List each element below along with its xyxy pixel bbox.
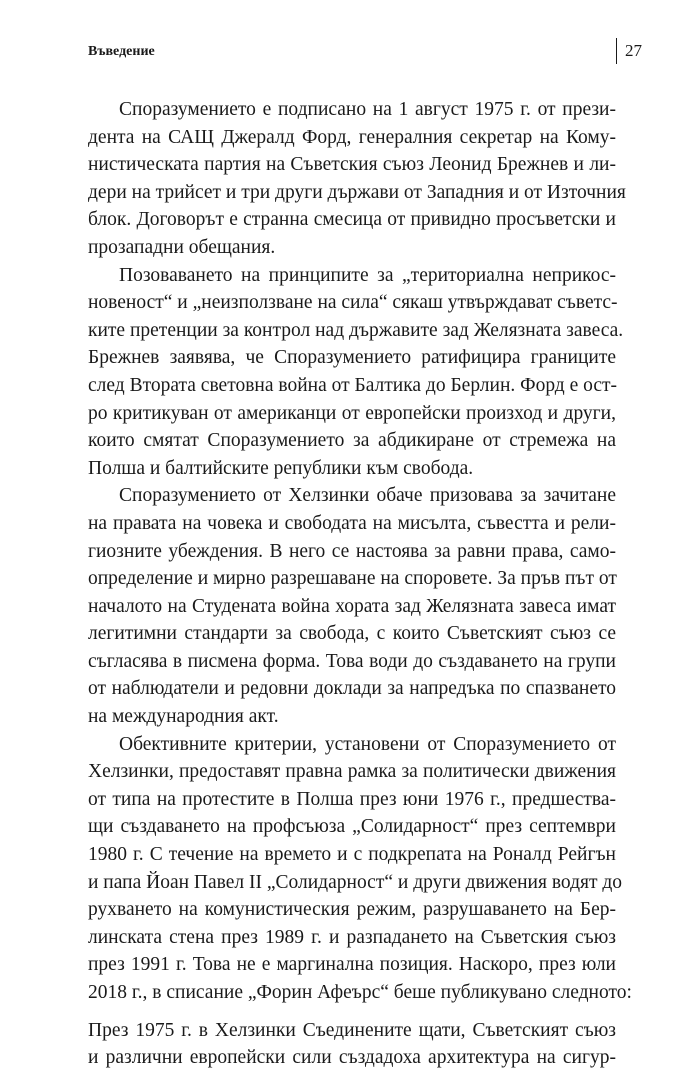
text-line: на правата на човека и свободата на мисълта, съвестта и рели- [88,512,616,534]
text-line: дента на САЩ Джералд Форд, генералния секретар на Кому- [88,126,616,148]
text-line: Полша и балтийските републики към свобода. [88,457,474,479]
paragraph-3 [88,482,616,730]
text-line: съгласява в писмена форма. Това води до създаването на групи [88,650,616,672]
text-line: началото на Студената война хората зад Желязната завеса имат [88,595,616,617]
running-head: Въведение [88,44,155,59]
paragraph-4 [88,731,632,1007]
text-line: нистическата партия на Съветския съюз Леонид Брежнев и ли- [88,154,616,176]
text-line: на международния акт. [88,706,279,728]
text-line: 1980 г. С течение на времето и с подкрепата на Роналд Рейгън [88,844,616,866]
paragraph-1 [88,96,626,262]
text-line: легитимни стандарти за свобода, с които Съветският съюз се [88,623,616,645]
text-line: дери на трийсет и три други държави от Западния и от Източния [88,181,626,203]
text-line: щи създаването на профсъюза „Солидарност“ през септември [88,816,616,838]
block-quote [88,1017,616,1072]
text-line: ро критикуван от американци от европейски произход и други, [88,402,616,424]
text-line: Брежнев заявява, че Споразумението ратифицира границите [88,347,616,369]
paragraph-2 [88,262,624,483]
text-line: и различни европейски сили създадоха архитектура на сигур- [88,1047,616,1069]
text-line: Хелзинки, предоставят правна рамка за политически движения [88,761,616,783]
text-line: прозападни обещания. [88,236,276,258]
text-line: и папа Йоан Павел II „Солидарност“ и други движения водят до [88,871,623,893]
text-line: от наблюдатели и редовни доклади за напредъка по спазването [88,678,616,700]
text-line: които смятат Споразумението за абдикиране от стремежа на [88,430,616,452]
text-line: Споразумението е подписано на 1 август 1975 г. от прези- [119,99,616,120]
text-line: Споразумението от Хелзинки обаче призовава за зачитане [119,485,616,507]
text-line: линската стена през 1989 г. и разпадането на Съветския съюз [88,926,616,948]
text-line: ките претенции за контрол над държавите зад Желязната завеса. [88,319,624,341]
text-line: Обективните критерии, установени от Споразумението от [119,733,616,755]
page-number: 27 [616,38,642,64]
text-line: през 1991 г. Това не е маргинална позиция. Наскоро, през юли [88,954,616,976]
text-line: от типа на протестите в Полша през юни 1976 г., предшества- [88,788,616,810]
text-line: 2018 г., в списание „Форин Афеърс“ беше публикувано следното: [88,982,632,1003]
text-line: гиозните убеждения. В него се настоява за равни права, само- [88,540,616,562]
text-line: През 1975 г. в Хелзинки Съединените щати, Съветският съюз [88,1019,616,1041]
text-line: определение и мирно разрешаване на споровете. За пръв път от [88,568,617,590]
text-line: Позоваването на принципите за „териториална неприкос- [119,264,616,286]
text-line: новеност“ и „неизползване на сила“ сякаш утвърждават съветс- [88,292,618,314]
text-line: рухването на комунистическия режим, разрушаването на Бер- [88,899,616,921]
text-line: след Втората световна война от Балтика до Берлин. Форд е ост- [88,374,618,396]
text-line: блок. Договорът е странна смесица от привидно просъветски и [88,209,616,231]
body-text [88,96,632,1072]
